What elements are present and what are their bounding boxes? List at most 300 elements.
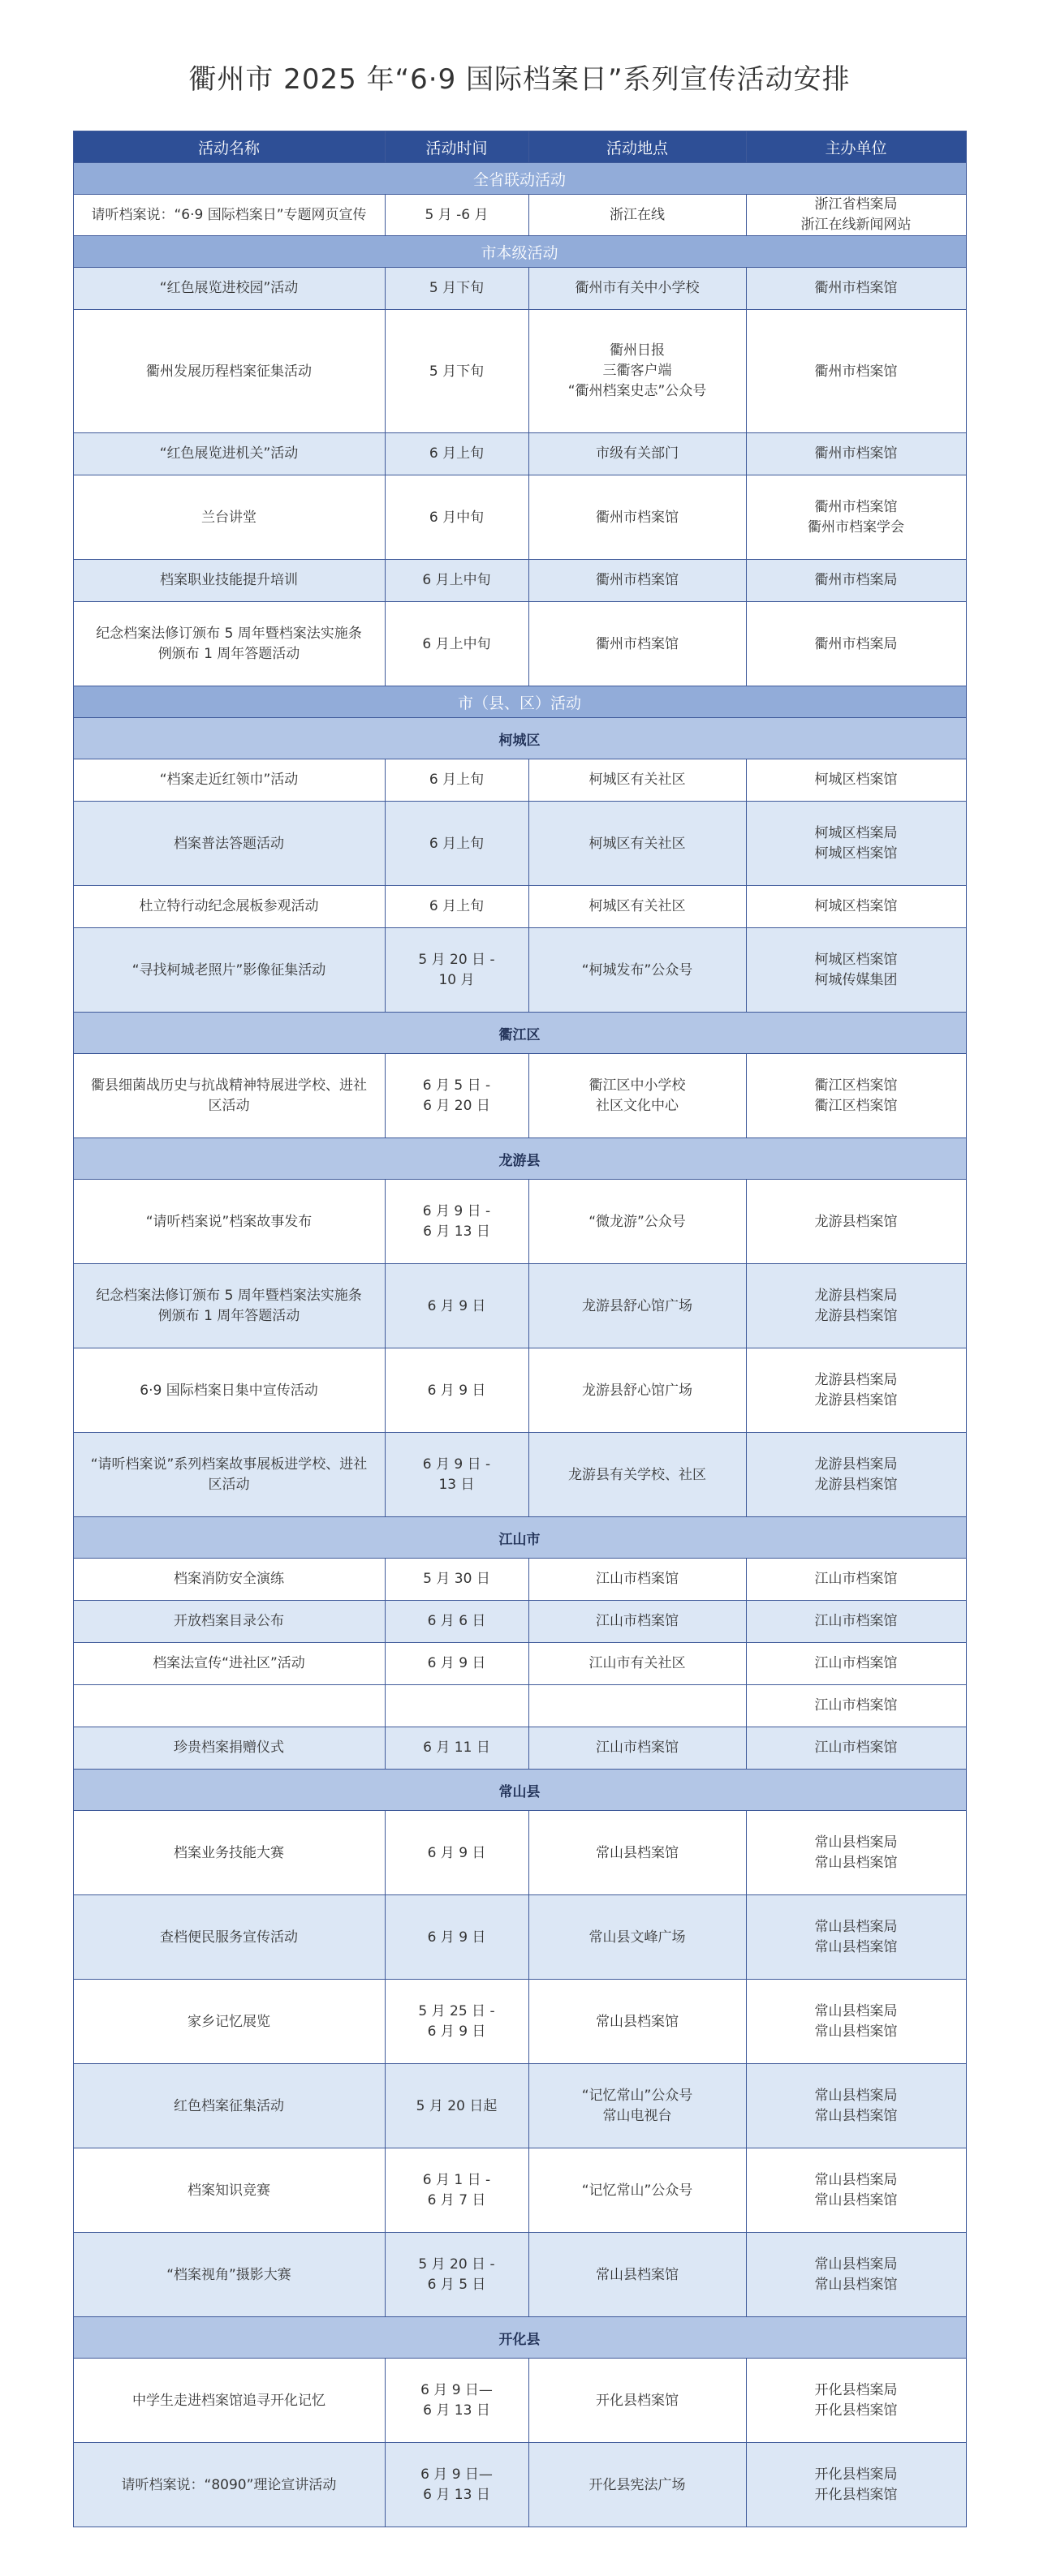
activity-location-cell — [528, 1601, 746, 1643]
table-row — [73, 1811, 966, 1895]
activity-time-cell — [385, 268, 528, 310]
activity-name-cell — [73, 310, 385, 433]
activity-location-cell — [528, 2233, 746, 2317]
cell-text-line: 6 月 6 日 — [427, 1613, 486, 1629]
organizer-cell — [746, 1643, 966, 1685]
cell-text-line: 常山县档案馆 — [814, 1938, 898, 1955]
table-row — [73, 1643, 966, 1685]
cell-text-line: 龙游县舒心馆广场 — [582, 1297, 692, 1314]
cell-text-line: 常山县档案馆 — [596, 2266, 679, 2283]
cell-text-line: 6 月 5 日 - — [422, 1077, 491, 1094]
table-row — [73, 759, 966, 802]
table-row — [73, 2443, 966, 2527]
cell-text-line: 浙江在线 — [610, 206, 665, 223]
cell-text-line: 柯城传媒集团 — [814, 971, 898, 988]
organizer-cell — [746, 886, 966, 928]
cell-text-line: 6 月上旬 — [429, 445, 485, 462]
cell-text-line: 衢州市档案馆 — [814, 363, 898, 380]
cell-text-line: 江山市有关社区 — [588, 1655, 686, 1671]
activity-name-cell — [73, 1559, 385, 1601]
cell-text-line: 6 月 9 日 — [427, 1655, 486, 1671]
cell-text-line: 6 月 9 日 — [427, 2023, 486, 2040]
cell-text-line: 6 月中旬 — [429, 509, 485, 526]
activity-location-cell — [528, 268, 746, 310]
cell-text-line: 6 月 9 日 — [427, 1929, 486, 1946]
table-row — [73, 928, 966, 1013]
table-row — [73, 433, 966, 475]
cell-text-line: 兰台讲堂 — [201, 509, 257, 526]
organizer-cell — [746, 2233, 966, 2317]
section-header-row — [73, 236, 966, 268]
cell-text-line: “请听档案说”系列档案故事展板进学校、进社 — [90, 1456, 368, 1473]
activity-time-cell — [385, 1980, 528, 2064]
table-row — [73, 560, 966, 602]
cell-text-line: 常山电视台 — [602, 2107, 672, 2124]
activity-name-cell — [73, 1601, 385, 1643]
activity-name-cell — [73, 886, 385, 928]
organizer-cell — [746, 1054, 966, 1138]
cell-text-line: 请听档案说：“6·9 国际档案日”专题网页宣传 — [91, 206, 367, 223]
cell-text-line: 衢州日报 — [610, 342, 665, 359]
activity-time-cell — [385, 1727, 528, 1770]
activity-name-cell — [73, 2148, 385, 2233]
cell-text-line: 柯城区有关社区 — [588, 835, 686, 852]
cell-text-line: 6 月 1 日 - — [422, 2171, 491, 2188]
cell-text-line: 开化县档案馆 — [814, 2486, 898, 2503]
organizer-cell — [746, 802, 966, 886]
cell-text-line: 龙游县档案局 — [814, 1371, 898, 1388]
activity-name-cell — [73, 475, 385, 560]
cell-text-line: 江山市档案馆 — [814, 1613, 898, 1629]
cell-text-line: 6 月 9 日 - — [422, 1202, 491, 1219]
cell-text-line: 6 月 13 日 — [423, 2486, 490, 2503]
activity-time-cell — [385, 1811, 528, 1895]
table-header-row — [73, 131, 966, 163]
organizer-cell — [746, 759, 966, 802]
cell-text-line: 龙游县舒心馆广场 — [582, 1382, 692, 1399]
activity-name-cell — [73, 602, 385, 686]
activity-name-cell — [73, 2064, 385, 2148]
cell-text-line: 常山县档案馆 — [814, 2191, 898, 2208]
cell-text-line: 衢州市档案局 — [814, 635, 898, 652]
cell-text-line: 江山市档案馆 — [596, 1571, 679, 1587]
table-body — [73, 163, 966, 2527]
cell-text-line: 6 月上中旬 — [422, 635, 491, 652]
district-header-row — [73, 718, 966, 759]
page-title: 衢州市 2025 年“6·9 国际档案日”系列宣传活动安排 — [188, 63, 851, 96]
table-row — [73, 602, 966, 686]
organizer-cell — [746, 433, 966, 475]
district-title: 柯城区 — [73, 718, 966, 759]
cell-text-line: 档案普法答题活动 — [174, 835, 284, 852]
cell-text-line: 档案法宣传“进社区”活动 — [153, 1655, 305, 1671]
cell-text-line: “请听档案说”档案故事发布 — [145, 1213, 313, 1230]
cell-text-line: 纪念档案法修订颁布 5 周年暨档案法实施条 — [96, 625, 362, 642]
cell-text-line: 6 月 20 日 — [423, 1097, 490, 1114]
district-header-row — [73, 2317, 966, 2359]
activity-location-cell — [528, 433, 746, 475]
activity-name-cell — [73, 1811, 385, 1895]
activity-location-cell — [528, 1180, 746, 1264]
cell-text-line: 衢州市档案馆 — [596, 572, 679, 588]
cell-text-line: 龙游县档案馆 — [814, 1391, 898, 1408]
activity-name-cell — [73, 560, 385, 602]
table-row — [73, 268, 966, 310]
organizer-cell — [746, 1180, 966, 1264]
cell-text-line: 开化县档案馆 — [814, 2402, 898, 2419]
cell-text-line: “档案走近红领巾”活动 — [159, 772, 299, 788]
cell-text-line: 常山县档案馆 — [814, 2023, 898, 2040]
cell-text-line: 6 月 9 日 — [427, 1382, 486, 1399]
cell-text-line: 衢州市档案局 — [814, 572, 898, 588]
cell-text-line: 衢州市档案馆 — [596, 635, 679, 652]
cell-text-line: 档案知识竞赛 — [188, 2182, 270, 2199]
cell-text-line: 常山县档案馆 — [814, 2107, 898, 2124]
district-title: 常山县 — [73, 1770, 966, 1811]
cell-text-line: 档案职业技能提升培训 — [160, 572, 298, 588]
cell-text-line: 6 月 9 日 — [427, 1844, 486, 1861]
organizer-cell — [746, 475, 966, 560]
activity-name-cell — [73, 802, 385, 886]
activity-name-cell — [73, 1980, 385, 2064]
section-title: 全省联动活动 — [73, 163, 966, 195]
cell-text-line: “记忆常山”公众号 — [581, 2182, 693, 2199]
cell-text-line: 柯城区档案馆 — [814, 772, 898, 788]
cell-text-line: 5 月 20 日起 — [416, 2097, 498, 2114]
cell-text-line: “档案视角”摄影大赛 — [166, 2266, 291, 2283]
activity-location-cell — [528, 2359, 746, 2443]
cell-text-line: 柯城区档案馆 — [814, 898, 898, 914]
header-organizer: 主办单位 — [746, 131, 966, 163]
cell-text-line: 柯城区有关社区 — [588, 772, 686, 788]
cell-text-line: 红色档案征集活动 — [174, 2097, 284, 2114]
organizer-cell — [746, 310, 966, 433]
table-row — [73, 1895, 966, 1980]
organizer-cell — [746, 2148, 966, 2233]
district-title: 开化县 — [73, 2317, 966, 2359]
cell-text-line: 档案业务技能大赛 — [174, 1844, 284, 1861]
organizer-cell — [746, 1685, 966, 1727]
organizer-cell — [746, 928, 966, 1013]
activity-location-cell — [528, 1264, 746, 1348]
cell-text-line: 龙游县档案局 — [814, 1287, 898, 1304]
cell-text-line: 柯城区档案馆 — [814, 951, 898, 968]
activity-time-cell — [385, 1601, 528, 1643]
table-row — [73, 1054, 966, 1138]
cell-text-line: 6 月 7 日 — [427, 2191, 486, 2208]
district-title: 龙游县 — [73, 1138, 966, 1180]
cell-text-line: 区活动 — [208, 1097, 250, 1114]
activity-location-cell — [528, 1895, 746, 1980]
district-header-row — [73, 1770, 966, 1811]
organizer-cell — [746, 2443, 966, 2527]
activity-location-cell — [528, 1643, 746, 1685]
activity-location-cell — [528, 195, 746, 236]
activity-time-cell — [385, 1348, 528, 1433]
cell-text-line: 江山市档案馆 — [814, 1740, 898, 1756]
organizer-cell — [746, 560, 966, 602]
activity-time-cell — [385, 195, 528, 236]
cell-text-line: 6 月 13 日 — [423, 1223, 490, 1240]
cell-text-line: 衢州发展历程档案征集活动 — [146, 363, 312, 380]
cell-text-line: 江山市档案馆 — [596, 1613, 679, 1629]
activity-schedule-table — [73, 131, 967, 2527]
table-row — [73, 1685, 966, 1727]
cell-text-line: 常山县档案局 — [814, 1834, 898, 1851]
cell-text-line: “红色展览进机关”活动 — [159, 445, 299, 462]
activity-time-cell — [385, 928, 528, 1013]
section-title: 市本级活动 — [73, 236, 966, 268]
activity-location-cell — [528, 928, 746, 1013]
organizer-cell — [746, 1264, 966, 1348]
cell-text-line: 衢州市有关中小学校 — [575, 280, 700, 296]
cell-text-line: 常山县档案局 — [814, 2256, 898, 2273]
cell-text-line: 6 月上旬 — [429, 772, 485, 788]
activity-name-cell — [73, 2443, 385, 2527]
table-row — [73, 1980, 966, 2064]
cell-text-line: 6 月上旬 — [429, 898, 485, 914]
organizer-cell — [746, 1433, 966, 1517]
activity-time-cell — [385, 560, 528, 602]
activity-time-cell — [385, 2443, 528, 2527]
cell-text-line: 衢州市档案馆 — [814, 280, 898, 296]
cell-text-line: 柯城区档案局 — [814, 824, 898, 841]
activity-location-cell — [528, 1980, 746, 2064]
district-title: 江山市 — [73, 1517, 966, 1559]
cell-text-line: 柯城区有关社区 — [588, 898, 686, 914]
activity-time-cell — [385, 602, 528, 686]
activity-time-cell — [385, 759, 528, 802]
cell-text-line: 6 月 9 日 — [427, 1297, 486, 1314]
district-title: 衢江区 — [73, 1013, 966, 1054]
table-row — [73, 2064, 966, 2148]
cell-text-line: 衢江区档案馆 — [814, 1097, 898, 1114]
table-row — [73, 1180, 966, 1264]
organizer-cell — [746, 1601, 966, 1643]
cell-text-line: 5 月 20 日 - — [418, 951, 495, 968]
activity-name-cell — [73, 759, 385, 802]
district-header-row — [73, 1517, 966, 1559]
activity-name-cell — [73, 268, 385, 310]
activity-location-cell — [528, 1811, 746, 1895]
district-header-row — [73, 1138, 966, 1180]
section-title: 市（县、区）活动 — [73, 686, 966, 718]
cell-text-line: 5 月 25 日 - — [418, 2002, 495, 2019]
cell-text-line: 常山县档案馆 — [596, 1844, 679, 1861]
table-row — [73, 310, 966, 433]
activity-name-cell — [73, 433, 385, 475]
cell-text-line: “微龙游”公众号 — [588, 1213, 686, 1230]
cell-text-line: 开放档案目录公布 — [174, 1613, 284, 1629]
activity-location-cell — [528, 802, 746, 886]
organizer-cell — [746, 1727, 966, 1770]
cell-text-line: 珍贵档案捐赠仪式 — [174, 1740, 284, 1756]
activity-location-cell — [528, 2443, 746, 2527]
cell-text-line: 请听档案说：“8090”理论宣讲活动 — [121, 2476, 337, 2493]
activity-time-cell — [385, 886, 528, 928]
cell-text-line: 10 月 — [438, 971, 475, 988]
cell-text-line: 6·9 国际档案日集中宣传活动 — [140, 1382, 318, 1399]
cell-text-line: 衢江区档案馆 — [814, 1077, 898, 1094]
activity-location-cell — [528, 2148, 746, 2233]
activity-time-cell — [385, 802, 528, 886]
activity-time-cell — [385, 433, 528, 475]
activity-name-cell — [73, 1727, 385, 1770]
activity-time-cell — [385, 1559, 528, 1601]
cell-text-line: 5 月下旬 — [429, 363, 485, 380]
activity-name-cell — [73, 1895, 385, 1980]
cell-text-line: 例颁布 1 周年答题活动 — [157, 645, 300, 662]
table-row — [73, 195, 966, 236]
activity-name-cell — [73, 1433, 385, 1517]
header-activity-time: 活动时间 — [385, 131, 528, 163]
cell-text-line: 衢江区中小学校 — [588, 1077, 686, 1094]
cell-text-line: 常山县档案馆 — [814, 1854, 898, 1871]
activity-location-cell — [528, 1727, 746, 1770]
cell-text-line: 常山县文峰广场 — [588, 1929, 686, 1946]
activity-location-cell — [528, 1054, 746, 1138]
cell-text-line: 龙游县档案馆 — [814, 1476, 898, 1493]
cell-text-line: 区活动 — [208, 1476, 250, 1493]
cell-text-line: 常山县档案馆 — [596, 2013, 679, 2030]
cell-text-line: 例颁布 1 周年答题活动 — [157, 1307, 300, 1324]
cell-text-line: 社区文化中心 — [596, 1097, 679, 1114]
activity-location-cell — [528, 475, 746, 560]
activity-location-cell — [528, 310, 746, 433]
activity-name-cell — [73, 1180, 385, 1264]
activity-location-cell — [528, 1685, 746, 1727]
activity-time-cell — [385, 1264, 528, 1348]
cell-text-line: 江山市档案馆 — [814, 1697, 898, 1714]
activity-name-cell — [73, 928, 385, 1013]
activity-name-cell — [73, 2359, 385, 2443]
cell-text-line: 5 月 30 日 — [423, 1571, 490, 1587]
cell-text-line: 查档便民服务宣传活动 — [160, 1929, 298, 1946]
activity-time-cell — [385, 1180, 528, 1264]
cell-text-line: 6 月 5 日 — [427, 2276, 486, 2293]
cell-text-line: 6 月 9 日 - — [422, 1456, 491, 1473]
cell-text-line: 开化县宪法广场 — [588, 2476, 686, 2493]
cell-text-line: 龙游县档案馆 — [814, 1307, 898, 1324]
cell-text-line: “柯城发布”公众号 — [581, 961, 693, 978]
district-header-row — [73, 1013, 966, 1054]
cell-text-line: 6 月 9 日— — [420, 2466, 493, 2483]
cell-text-line: 13 日 — [438, 1476, 475, 1493]
cell-text-line: 江山市档案馆 — [814, 1571, 898, 1587]
activity-time-cell — [385, 2148, 528, 2233]
cell-text-line: 中学生走进档案馆追寻开化记忆 — [132, 2392, 325, 2409]
cell-text-line: “记忆常山”公众号 — [581, 2087, 693, 2104]
activity-location-cell — [528, 759, 746, 802]
cell-text-line: 6 月 11 日 — [423, 1740, 490, 1756]
organizer-cell — [746, 2064, 966, 2148]
cell-text-line: 5 月 -6 月 — [425, 206, 489, 223]
cell-text-line: “红色展览进校园”活动 — [159, 280, 299, 296]
activity-name-cell — [73, 195, 385, 236]
cell-text-line: 6 月 13 日 — [423, 2402, 490, 2419]
activity-location-cell — [528, 1559, 746, 1601]
activity-name-cell — [73, 1643, 385, 1685]
table-row — [73, 2359, 966, 2443]
cell-text-line: 6 月上旬 — [429, 835, 485, 852]
cell-text-line: 家乡记忆展览 — [188, 2013, 270, 2030]
cell-text-line: 浙江省档案局 — [814, 196, 898, 213]
cell-text-line: 龙游县档案局 — [814, 1456, 898, 1473]
activity-time-cell — [385, 1643, 528, 1685]
cell-text-line: 龙游县有关学校、社区 — [568, 1466, 706, 1483]
activity-time-cell — [385, 1054, 528, 1138]
table-row — [73, 2148, 966, 2233]
header-activity-name: 活动名称 — [73, 131, 385, 163]
cell-text-line: 5 月 20 日 - — [418, 2256, 495, 2273]
table-row — [73, 802, 966, 886]
cell-text-line: 衢州市档案馆 — [814, 498, 898, 515]
cell-text-line: 市级有关部门 — [596, 445, 679, 462]
cell-text-line: “寻找柯城老照片”影像征集活动 — [131, 961, 326, 978]
organizer-cell — [746, 268, 966, 310]
activity-location-cell — [528, 2064, 746, 2148]
organizer-cell — [746, 2359, 966, 2443]
cell-text-line: 常山县档案局 — [814, 2087, 898, 2104]
cell-text-line: 开化县档案馆 — [596, 2392, 679, 2409]
table-row — [73, 475, 966, 560]
organizer-cell — [746, 1348, 966, 1433]
table-row — [73, 1264, 966, 1348]
cell-text-line: 档案消防安全演练 — [174, 1571, 284, 1587]
activity-name-cell — [73, 1685, 385, 1727]
cell-text-line: 常山县档案馆 — [814, 2276, 898, 2293]
activity-location-cell — [528, 1433, 746, 1517]
activity-name-cell — [73, 1054, 385, 1138]
table-row — [73, 1727, 966, 1770]
activity-time-cell — [385, 2064, 528, 2148]
cell-text-line: 衢州市档案馆 — [596, 509, 679, 526]
cell-text-line: 龙游县档案馆 — [814, 1213, 898, 1230]
header-activity-location: 活动地点 — [528, 131, 746, 163]
cell-text-line: “衢州档案史志”公众号 — [567, 383, 707, 399]
activity-location-cell — [528, 886, 746, 928]
activity-time-cell — [385, 2233, 528, 2317]
table-row — [73, 886, 966, 928]
organizer-cell — [746, 1895, 966, 1980]
cell-text-line: 6 月 9 日— — [420, 2381, 493, 2398]
cell-text-line: 常山县档案局 — [814, 1918, 898, 1935]
activity-name-cell — [73, 2233, 385, 2317]
organizer-cell — [746, 1980, 966, 2064]
cell-text-line: 江山市档案馆 — [814, 1655, 898, 1671]
organizer-cell — [746, 602, 966, 686]
cell-text-line: 柯城区档案馆 — [814, 845, 898, 862]
cell-text-line: 开化县档案局 — [814, 2381, 898, 2398]
organizer-cell — [746, 1811, 966, 1895]
activity-location-cell — [528, 1348, 746, 1433]
organizer-cell — [746, 195, 966, 236]
cell-text-line: 衢州市档案学会 — [808, 518, 904, 535]
table-row — [73, 1559, 966, 1601]
section-header-row — [73, 686, 966, 718]
table-row — [73, 1433, 966, 1517]
activity-location-cell — [528, 560, 746, 602]
activity-time-cell — [385, 2359, 528, 2443]
cell-text-line: 开化县档案局 — [814, 2466, 898, 2483]
cell-text-line: 三衢客户端 — [602, 363, 672, 379]
cell-text-line: 6 月上中旬 — [422, 572, 491, 588]
cell-text-line: 江山市档案馆 — [596, 1740, 679, 1756]
activity-time-cell — [385, 475, 528, 560]
cell-text-line: 常山县档案局 — [814, 2002, 898, 2019]
table-row — [73, 1348, 966, 1433]
activity-time-cell — [385, 310, 528, 433]
